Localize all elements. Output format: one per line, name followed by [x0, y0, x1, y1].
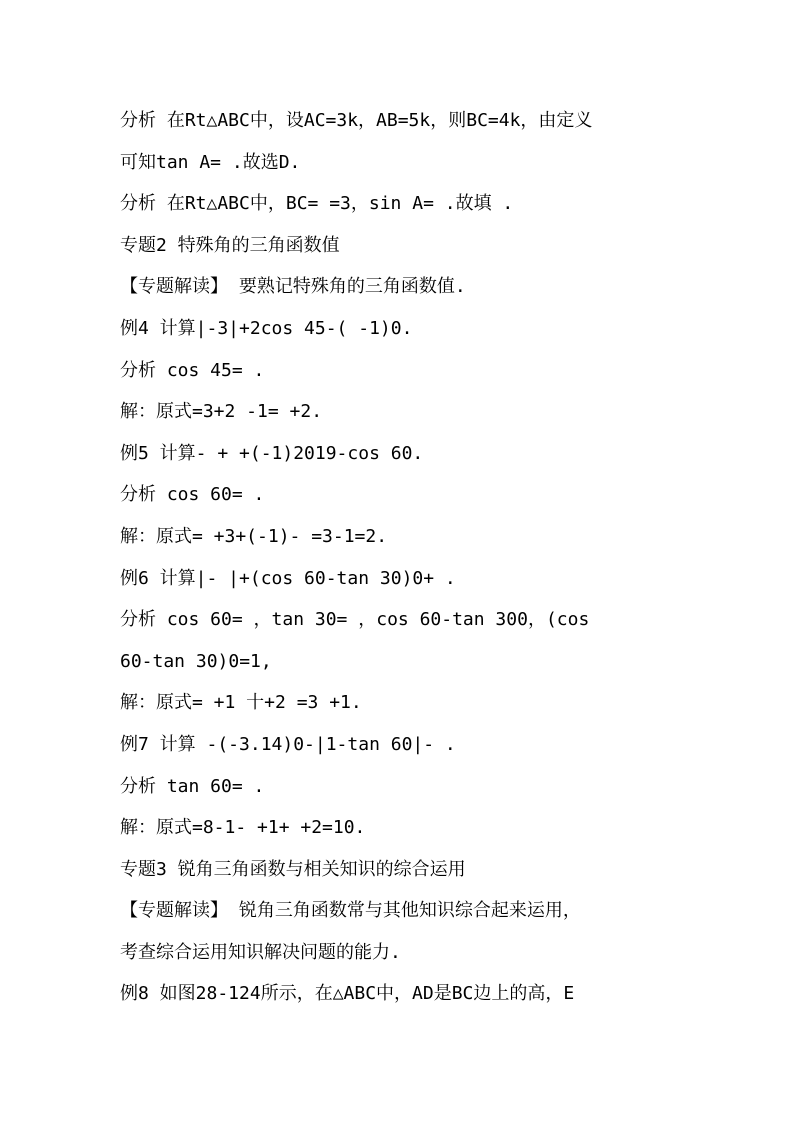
- section-heading: 专题3 锐角三角函数与相关知识的综合运用: [120, 858, 466, 880]
- example-line: 例8 如图28-124所示，在△ABC中，AD是BC边上的高，E: [120, 983, 575, 1005]
- text-line: 分析 在Rt△ABC中，设AC=3k，AB=5k，则BC=4k，由定义: [120, 110, 593, 131]
- text-line: 分析 tan 60= .: [120, 775, 265, 797]
- text-line: 考查综合运用知识解决问题的能力.: [120, 941, 401, 963]
- text-line: 分析 cos 60= ，tan 30= ，cos 60-tan 300，(cos: [120, 609, 590, 631]
- example-line: 例4 计算|-3|+2cos 45-( -1)0.: [120, 317, 413, 339]
- text-line: 分析 cos 45= .: [120, 359, 265, 381]
- text-line: 解：原式= +1 十+2 =3 +1.: [120, 692, 362, 714]
- text-line: 60-tan 30)0=1,: [120, 650, 272, 672]
- text-line: 解：原式= +3+(-1)- =3-1=2.: [120, 525, 388, 547]
- section-heading: 专题2 特殊角的三角函数值: [120, 234, 340, 256]
- section-intro: 【专题解读】 锐角三角函数常与其他知识综合起来运用，: [120, 900, 581, 922]
- example-line: 例6 计算|- |+(cos 60-tan 30)0+ .: [120, 567, 456, 589]
- section-intro: 【专题解读】 要熟记特殊角的三角函数值.: [120, 276, 466, 298]
- example-line: 例7 计算 -(-3.14)0-|1-tan 60|- .: [120, 733, 456, 755]
- text-line: 解：原式=8-1- +1+ +2=10.: [120, 817, 366, 839]
- document-body: [120, 100, 680, 1015]
- text-line: 解：原式=3+2 -1= +2.: [120, 401, 323, 423]
- text-line: 分析 cos 60= .: [120, 484, 265, 506]
- text-line: 可知tan A= .故选D.: [120, 151, 301, 173]
- example-line: 例5 计算- + +(-1)2019-cos 60.: [120, 442, 424, 464]
- text-line: 分析 在Rt△ABC中，BC= =3，sin A= .故填 .: [120, 193, 514, 215]
